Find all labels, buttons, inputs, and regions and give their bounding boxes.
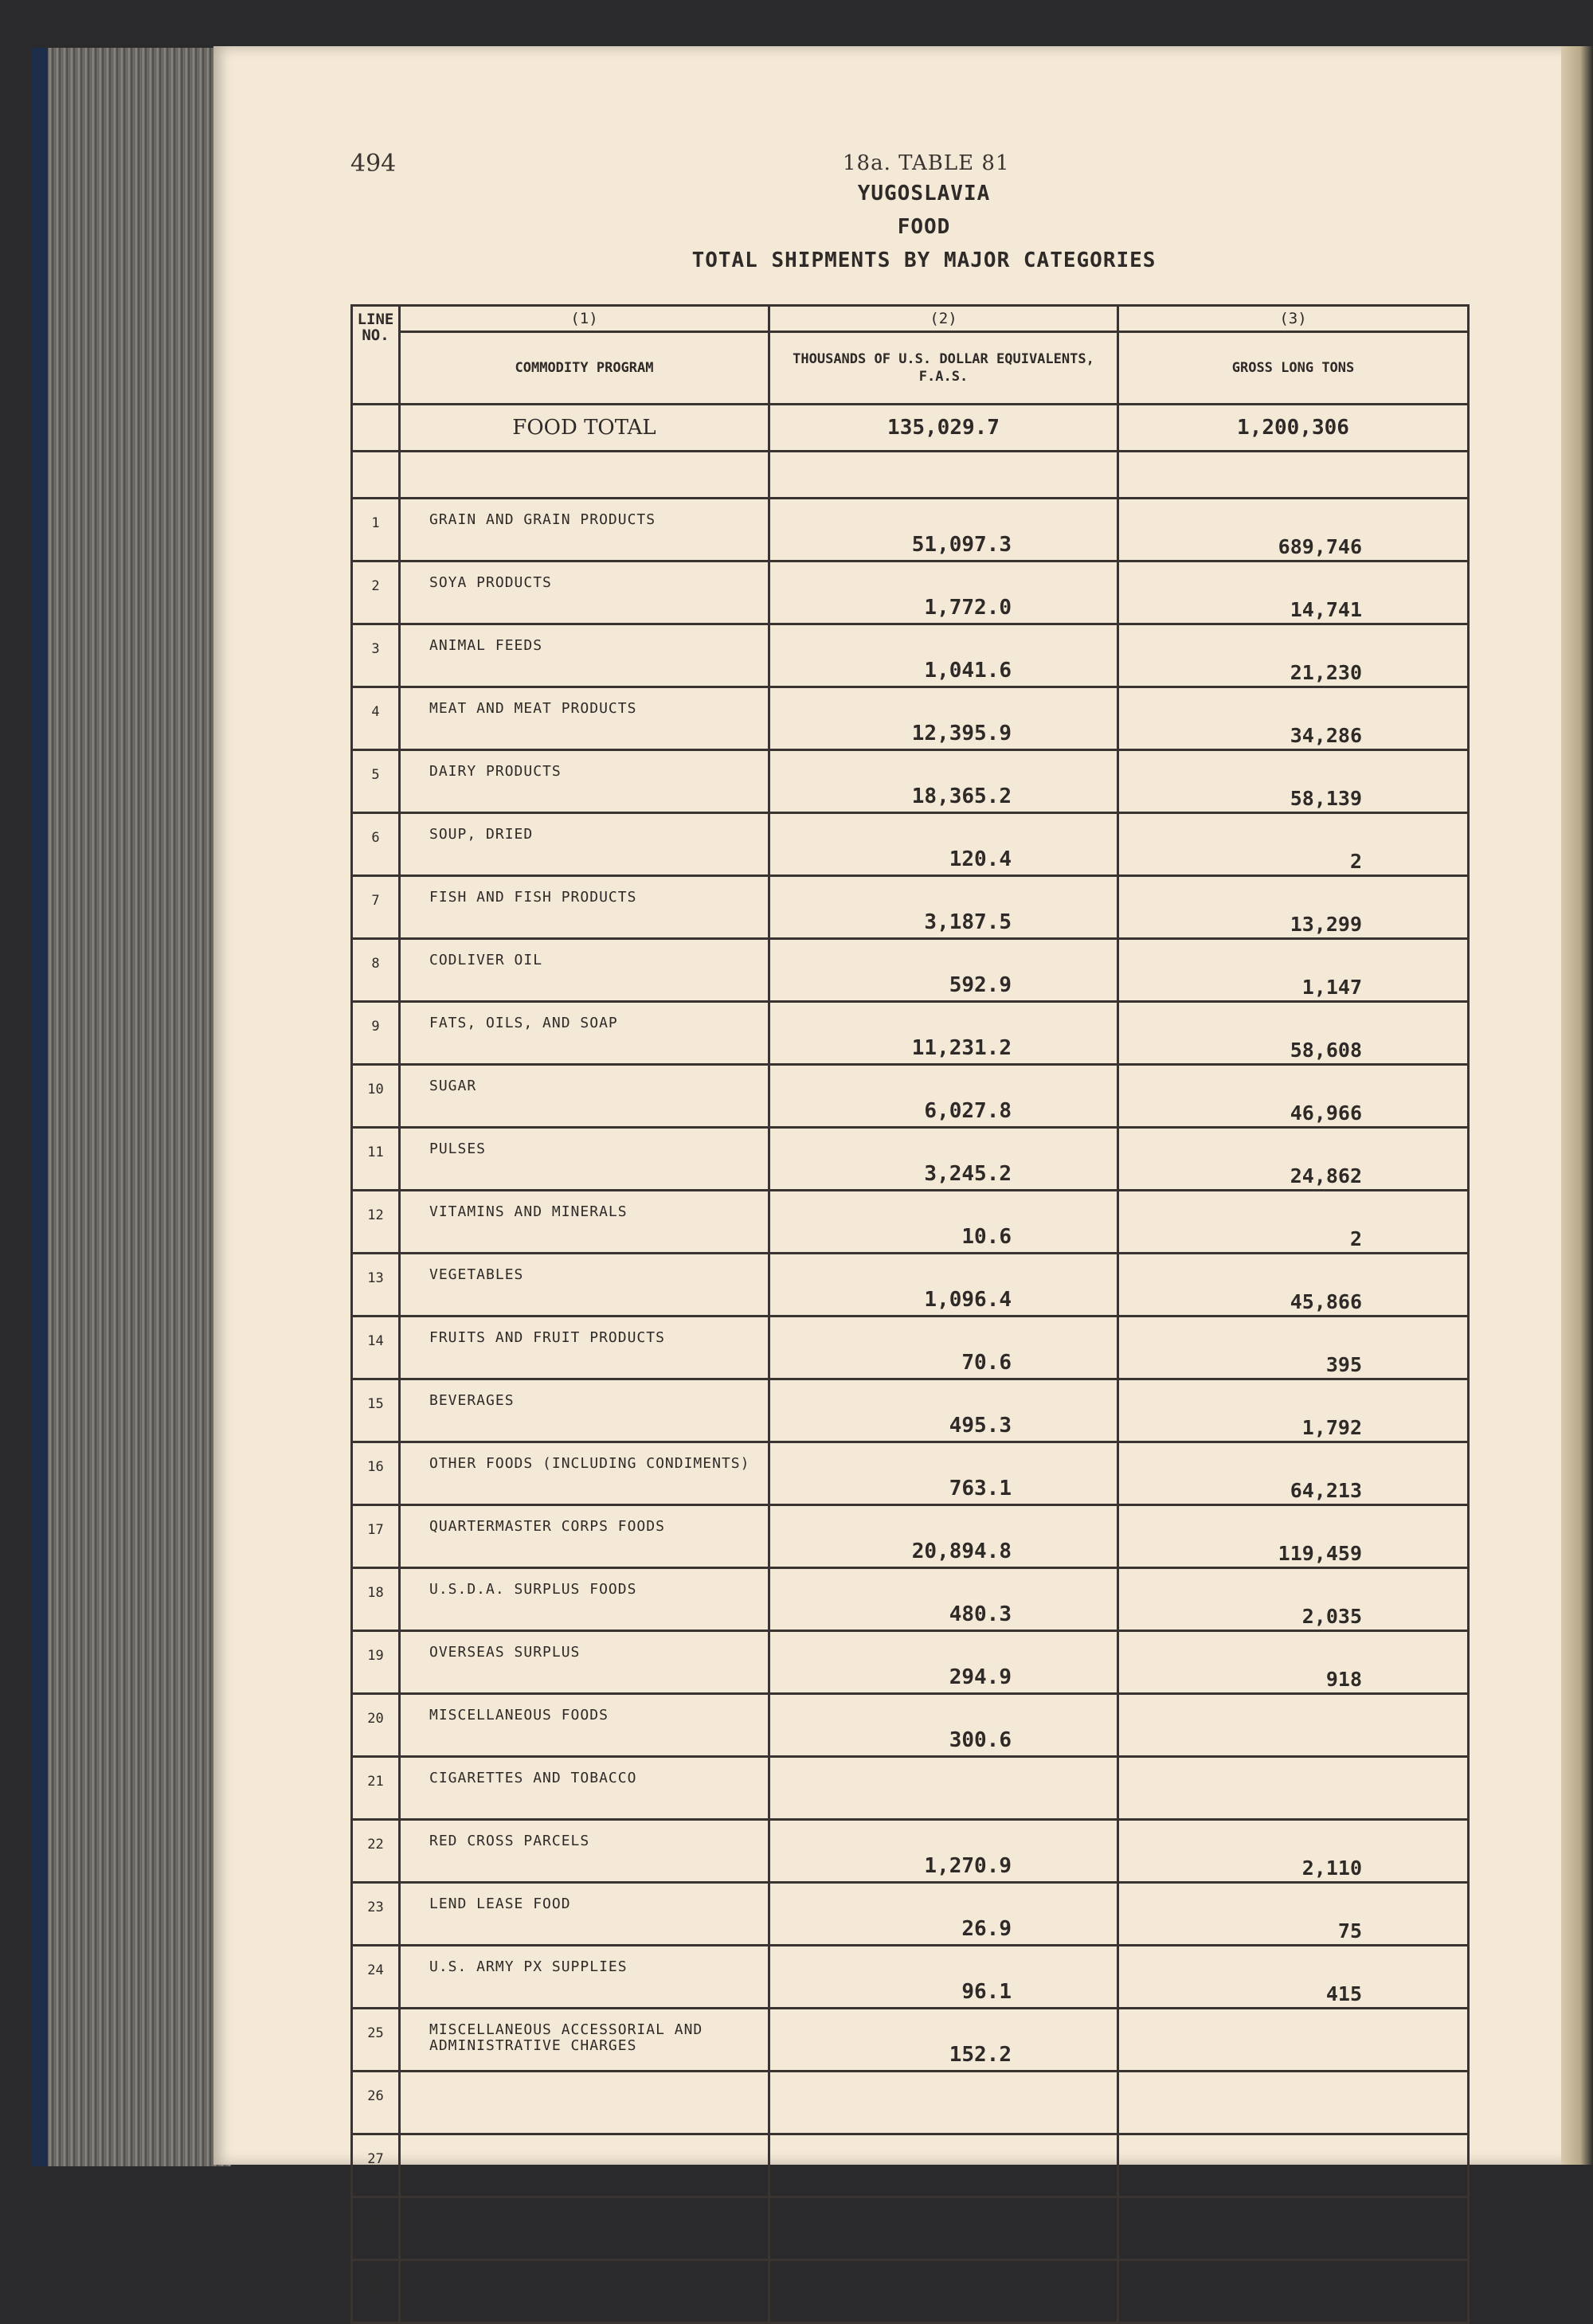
tons-value: 58,608 — [1118, 1002, 1469, 1065]
line-number: 7 — [352, 876, 400, 939]
gross-long-tons-header: GROSS LONG TONS — [1118, 332, 1469, 405]
table-row — [352, 1442, 1469, 1505]
dollar-value: 51,097.3 — [769, 499, 1118, 561]
commodity-label: RED CROSS PARCELS — [400, 1820, 769, 1883]
dollar-value: 120.4 — [769, 813, 1118, 876]
dollar-value — [769, 2197, 1118, 2260]
commodity-label — [400, 2134, 769, 2197]
column-number-1: (1) — [400, 306, 769, 332]
line-number: 13 — [352, 1254, 400, 1317]
dollar-value: 26.9 — [769, 1883, 1118, 1946]
tons-value: 119,459 — [1118, 1505, 1469, 1568]
line-number: 26 — [352, 2072, 400, 2134]
dollar-value: 294.9 — [769, 1631, 1118, 1694]
tons-value: 13,299 — [1118, 876, 1469, 939]
tons-value: 46,966 — [1118, 1065, 1469, 1128]
tons-value — [1118, 1757, 1469, 1820]
line-number: 18 — [352, 1568, 400, 1631]
commodity-label: U.S.D.A. SURPLUS FOODS — [400, 1568, 769, 1631]
line-number: 22 — [352, 1820, 400, 1883]
table-row — [352, 1757, 1469, 1820]
table-row — [352, 1191, 1469, 1254]
dollar-value: 12,395.9 — [769, 687, 1118, 750]
table-row — [352, 1946, 1469, 2009]
tons-value: 2,035 — [1118, 1568, 1469, 1631]
table-row — [352, 561, 1469, 624]
dollar-value: 480.3 — [769, 1568, 1118, 1631]
dollar-value: 1,096.4 — [769, 1254, 1118, 1317]
commodity-label: SUGAR — [400, 1065, 769, 1128]
book-page-edges — [32, 48, 231, 2166]
dollar-value — [769, 1757, 1118, 1820]
tons-value — [1118, 2260, 1469, 2323]
line-number: 25 — [352, 2009, 400, 2072]
commodity-label — [400, 2197, 769, 2260]
spacer-row — [352, 452, 1469, 499]
dollar-value: 152.2 — [769, 2009, 1118, 2072]
tons-value — [1118, 2134, 1469, 2197]
dollar-value: 3,245.2 — [769, 1128, 1118, 1191]
commodity-label: ANIMAL FEEDS — [400, 624, 769, 687]
dollar-value — [769, 2260, 1118, 2323]
title-category: FOOD — [897, 215, 951, 239]
line-number: 8 — [352, 939, 400, 1002]
table-row — [352, 1694, 1469, 1757]
tons-value: 75 — [1118, 1883, 1469, 1946]
tons-value — [1118, 1694, 1469, 1757]
dollar-value: 6,027.8 — [769, 1065, 1118, 1128]
dollar-value: 11,231.2 — [769, 1002, 1118, 1065]
line-number: 2 — [352, 561, 400, 624]
table-row — [352, 1883, 1469, 1946]
commodity-label: FATS, OILS, AND SOAP — [400, 1002, 769, 1065]
line-number: 6 — [352, 813, 400, 876]
table-row — [352, 1317, 1469, 1379]
table-row — [352, 1254, 1469, 1317]
table-row — [352, 1065, 1469, 1128]
commodity-label: SOUP, DRIED — [400, 813, 769, 876]
tons-value: 14,741 — [1118, 561, 1469, 624]
commodity-label: OVERSEAS SURPLUS — [400, 1631, 769, 1694]
tons-value: 2,110 — [1118, 1820, 1469, 1883]
dollar-value: 592.9 — [769, 939, 1118, 1002]
line-number: 14 — [352, 1317, 400, 1379]
table-row — [352, 1820, 1469, 1883]
tons-value: 689,746 — [1118, 499, 1469, 561]
line-number: 23 — [352, 1883, 400, 1946]
commodity-label: CIGARETTES AND TOBACCO — [400, 1757, 769, 1820]
commodity-label: FRUITS AND FRUIT PRODUCTS — [400, 1317, 769, 1379]
tons-value: 34,286 — [1118, 687, 1469, 750]
line-number: 28 — [352, 2197, 400, 2260]
commodity-label: MISCELLANEOUS FOODS — [400, 1694, 769, 1757]
food-total-tons: 1,200,306 — [1118, 405, 1469, 452]
tons-value: 918 — [1118, 1631, 1469, 1694]
dollar-value: 1,041.6 — [769, 624, 1118, 687]
table-row — [352, 499, 1469, 561]
commodity-label: U.S. ARMY PX SUPPLIES — [400, 1946, 769, 2009]
line-number: 29 — [352, 2260, 400, 2323]
dollar-value: 18,365.2 — [769, 750, 1118, 813]
commodity-label: CODLIVER OIL — [400, 939, 769, 1002]
table-row — [352, 1505, 1469, 1568]
tons-value: 64,213 — [1118, 1442, 1469, 1505]
table-row — [352, 2072, 1469, 2134]
commodity-label: VEGETABLES — [400, 1254, 769, 1317]
line-number: 20 — [352, 1694, 400, 1757]
dollar-equivalents-header: THOUSANDS OF U.S. DOLLAR EQUIVALENTS, F.A.S. — [769, 332, 1118, 405]
column-number-row — [352, 306, 1469, 332]
table-row — [352, 2197, 1469, 2260]
table-row — [352, 939, 1469, 1002]
table-row — [352, 624, 1469, 687]
table-row — [352, 813, 1469, 876]
commodity-label: VITAMINS AND MINERALS — [400, 1191, 769, 1254]
dollar-value — [769, 2072, 1118, 2134]
table-row — [352, 1002, 1469, 1065]
table-row — [352, 2134, 1469, 2197]
food-total-dollars: 135,029.7 — [769, 405, 1118, 452]
column-number-3: (3) — [1118, 306, 1469, 332]
food-total-row — [352, 405, 1469, 452]
dollar-value: 70.6 — [769, 1317, 1118, 1379]
title-subject: TOTAL SHIPMENTS BY MAJOR CATEGORIES — [691, 248, 1157, 272]
shipments-table — [350, 304, 1470, 2324]
table-row — [352, 1379, 1469, 1442]
line-number: 21 — [352, 1757, 400, 1820]
tons-value: 45,866 — [1118, 1254, 1469, 1317]
commodity-label: LEND LEASE FOOD — [400, 1883, 769, 1946]
facing-page-edge — [1561, 46, 1593, 2165]
line-number: 11 — [352, 1128, 400, 1191]
line-number: 4 — [352, 687, 400, 750]
line-number: 24 — [352, 1946, 400, 2009]
line-number: 16 — [352, 1442, 400, 1505]
table-row — [352, 1568, 1469, 1631]
dollar-value — [769, 2134, 1118, 2197]
tons-value: 415 — [1118, 1946, 1469, 2009]
line-number-header: LINE NO. — [352, 306, 400, 405]
line-number: 1 — [352, 499, 400, 561]
commodity-label: GRAIN AND GRAIN PRODUCTS — [400, 499, 769, 561]
spacer-cell — [352, 452, 400, 499]
tons-value — [1118, 2009, 1469, 2072]
table-row — [352, 2009, 1469, 2072]
table-reference: 18a. TABLE 81 — [843, 151, 1010, 175]
dollar-value: 20,894.8 — [769, 1505, 1118, 1568]
dollar-value: 495.3 — [769, 1379, 1118, 1442]
dollar-value: 96.1 — [769, 1946, 1118, 2009]
spacer-cell — [769, 452, 1118, 499]
commodity-program-header: COMMODITY PROGRAM — [400, 332, 769, 405]
commodity-label: MEAT AND MEAT PRODUCTS — [400, 687, 769, 750]
line-number: 15 — [352, 1379, 400, 1442]
tons-value: 2 — [1118, 1191, 1469, 1254]
dollar-value: 10.6 — [769, 1191, 1118, 1254]
table-row — [352, 687, 1469, 750]
table-row — [352, 1128, 1469, 1191]
table-row — [352, 876, 1469, 939]
dollar-value: 3,187.5 — [769, 876, 1118, 939]
commodity-label: MISCELLANEOUS ACCESSORIAL AND ADMINISTRATIVE CHARGES — [400, 2009, 769, 2072]
dollar-value: 763.1 — [769, 1442, 1118, 1505]
dollar-value: 300.6 — [769, 1694, 1118, 1757]
tons-value: 395 — [1118, 1317, 1469, 1379]
tons-value: 24,862 — [1118, 1128, 1469, 1191]
title-country: YUGOSLAVIA — [857, 182, 991, 205]
line-number: 27 — [352, 2134, 400, 2197]
table-row — [352, 750, 1469, 813]
dollar-value: 1,772.0 — [769, 561, 1118, 624]
total-line-cell — [352, 405, 400, 452]
tons-value: 1,147 — [1118, 939, 1469, 1002]
table-row — [352, 2260, 1469, 2323]
line-number: 10 — [352, 1065, 400, 1128]
line-number: 17 — [352, 1505, 400, 1568]
commodity-label: OTHER FOODS (INCLUDING CONDIMENTS) — [400, 1442, 769, 1505]
tons-value: 58,139 — [1118, 750, 1469, 813]
dollar-value: 1,270.9 — [769, 1820, 1118, 1883]
commodity-label — [400, 2260, 769, 2323]
commodity-label: FISH AND FISH PRODUCTS — [400, 876, 769, 939]
commodity-label: BEVERAGES — [400, 1379, 769, 1442]
line-number: 12 — [352, 1191, 400, 1254]
table-row — [352, 1631, 1469, 1694]
commodity-label: PULSES — [400, 1128, 769, 1191]
line-number: 3 — [352, 624, 400, 687]
column-number-2: (2) — [769, 306, 1118, 332]
spacer-cell — [1118, 452, 1469, 499]
tons-value: 21,230 — [1118, 624, 1469, 687]
commodity-label — [400, 2072, 769, 2134]
commodity-label: DAIRY PRODUCTS — [400, 750, 769, 813]
tons-value: 1,792 — [1118, 1379, 1469, 1442]
spacer-cell — [400, 452, 769, 499]
commodity-label: SOYA PRODUCTS — [400, 561, 769, 624]
line-number: 5 — [352, 750, 400, 813]
line-number: 9 — [352, 1002, 400, 1065]
tons-value: 2 — [1118, 813, 1469, 876]
tons-value — [1118, 2197, 1469, 2260]
column-header-row — [352, 332, 1469, 405]
food-total-label: FOOD TOTAL — [400, 405, 769, 452]
page-number: 494 — [350, 150, 397, 178]
tons-value — [1118, 2072, 1469, 2134]
line-number: 19 — [352, 1631, 400, 1694]
commodity-label: QUARTERMASTER CORPS FOODS — [400, 1505, 769, 1568]
